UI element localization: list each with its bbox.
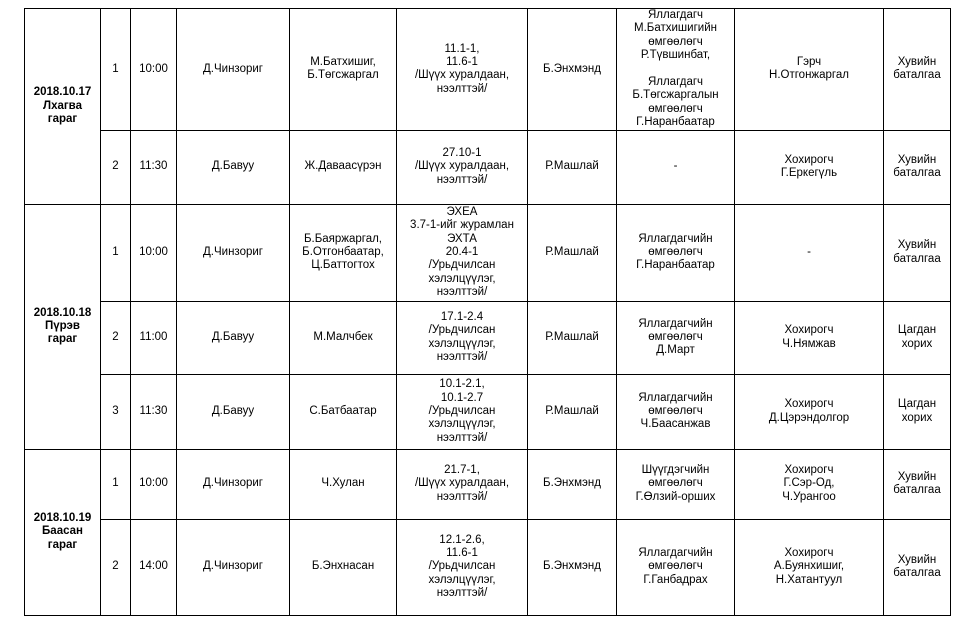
defendant-names: С.Батбаатар	[290, 374, 397, 449]
secretary-name: Р.Машлай	[528, 130, 617, 204]
victim-info: -	[735, 204, 884, 301]
judge-name: Д.Бавуу	[177, 130, 290, 204]
table-row	[25, 519, 951, 615]
defendant-names: Ж.Даваасүрэн	[290, 130, 397, 204]
defendant-names: Ч.Хулан	[290, 449, 397, 519]
defense-info: -	[617, 130, 735, 204]
measure-info: Хувийн баталгаа	[884, 130, 951, 204]
defense-info: Яллагдагчийн өмгөөлөгч Д.Март	[617, 301, 735, 374]
hearing-time: 11:30	[131, 130, 177, 204]
victim-info: Хохирогч Ч.Нямжав	[735, 301, 884, 374]
hearing-time: 10:00	[131, 204, 177, 301]
row-number: 2	[101, 519, 131, 615]
article-info: 21.7-1, /Шүүх хуралдаан, нээлттэй/	[397, 449, 528, 519]
victim-info: Хохирогч Д.Цэрэндолгор	[735, 374, 884, 449]
measure-info: Цагдан хорих	[884, 301, 951, 374]
row-number: 3	[101, 374, 131, 449]
date-cell: 2018.10.19 Баасан гараг	[25, 449, 101, 615]
defense-info: Яллагдагч М.Батхишигийн өмгөөлөгч Р.Түвшинбат, Яллагдагч Б.Төгсжаргалын өмгөөлөгч Г.Наранбаатар	[617, 9, 735, 131]
article-info: 17.1-2.4 /Урьдчилсан хэлэлцүүлэг, нээлттэй/	[397, 301, 528, 374]
judge-name: Д.Бавуу	[177, 374, 290, 449]
defense-info: Яллагдагчийн өмгөөлөгч Ч.Баасанжав	[617, 374, 735, 449]
hearing-time: 10:00	[131, 449, 177, 519]
judge-name: Д.Чинзориг	[177, 204, 290, 301]
secretary-name: Б.Энхмэнд	[528, 449, 617, 519]
victim-info: Хохирогч Г.Сэр-Од, Ч.Урангоо	[735, 449, 884, 519]
secretary-name: Р.Машлай	[528, 301, 617, 374]
judge-name: Д.Бавуу	[177, 301, 290, 374]
defendant-names: М.Батхишиг, Б.Төгсжаргал	[290, 9, 397, 131]
hearing-time: 11:30	[131, 374, 177, 449]
secretary-name: Р.Машлай	[528, 204, 617, 301]
table-row	[25, 449, 951, 519]
date-cell: 2018.10.18 Пүрэв гараг	[25, 204, 101, 449]
measure-info: Хувийн баталгаа	[884, 519, 951, 615]
article-info: ЭХЕА 3.7-1-ийг журамлан ЭХТА 20.4-1 /Урьдчилсан хэлэлцүүлэг, нээлттэй/	[397, 204, 528, 301]
date-cell: 2018.10.17 Лхагва гараг	[25, 9, 101, 205]
secretary-name: Б.Энхмэнд	[528, 9, 617, 131]
row-number: 1	[101, 449, 131, 519]
hearing-time: 11:00	[131, 301, 177, 374]
victim-info: Хохирогч Г.Еркегүль	[735, 130, 884, 204]
defendant-names: Б.Энхнасан	[290, 519, 397, 615]
defense-info: Яллагдагчийн өмгөөлөгч Г.Наранбаатар	[617, 204, 735, 301]
table-row	[25, 9, 951, 131]
defendant-names: Б.Баяржаргал, Б.Отгонбаатар, Ц.Баттогтох	[290, 204, 397, 301]
measure-info: Хувийн баталгаа	[884, 449, 951, 519]
table-row	[25, 204, 951, 301]
victim-info: Гэрч Н.Отгонжаргал	[735, 9, 884, 131]
defense-info: Яллагдагчийн өмгөөлөгч Г.Ганбадрах	[617, 519, 735, 615]
secretary-name: Р.Машлай	[528, 374, 617, 449]
judge-name: Д.Чинзориг	[177, 449, 290, 519]
measure-info: Хувийн баталгаа	[884, 204, 951, 301]
defendant-names: М.Малчбек	[290, 301, 397, 374]
article-info: 27.10-1 /Шүүх хуралдаан, нээлттэй/	[397, 130, 528, 204]
table-row	[25, 301, 951, 374]
judge-name: Д.Чинзориг	[177, 9, 290, 131]
hearing-time: 14:00	[131, 519, 177, 615]
victim-info: Хохирогч А.Буянхишиг, Н.Хатантуул	[735, 519, 884, 615]
defense-info: Шүүгдэгчийн өмгөөлөгч Г.Өлзий-орших	[617, 449, 735, 519]
article-info: 12.1-2.6, 11.6-1 /Урьдчилсан хэлэлцүүлэг, нээлттэй/	[397, 519, 528, 615]
court-schedule-table	[24, 8, 951, 616]
row-number: 1	[101, 204, 131, 301]
article-info: 11.1-1, 11.6-1 /Шүүх хуралдаан, нээлттэй/	[397, 9, 528, 131]
secretary-name: Б.Энхмэнд	[528, 519, 617, 615]
row-number: 2	[101, 301, 131, 374]
judge-name: Д.Чинзориг	[177, 519, 290, 615]
row-number: 2	[101, 130, 131, 204]
table-row	[25, 374, 951, 449]
measure-info: Хувийн баталгаа	[884, 9, 951, 131]
measure-info: Цагдан хорих	[884, 374, 951, 449]
row-number: 1	[101, 9, 131, 131]
article-info: 10.1-2.1, 10.1-2.7 /Урьдчилсан хэлэлцүүлэг, нээлттэй/	[397, 374, 528, 449]
hearing-time: 10:00	[131, 9, 177, 131]
table-row	[25, 130, 951, 204]
